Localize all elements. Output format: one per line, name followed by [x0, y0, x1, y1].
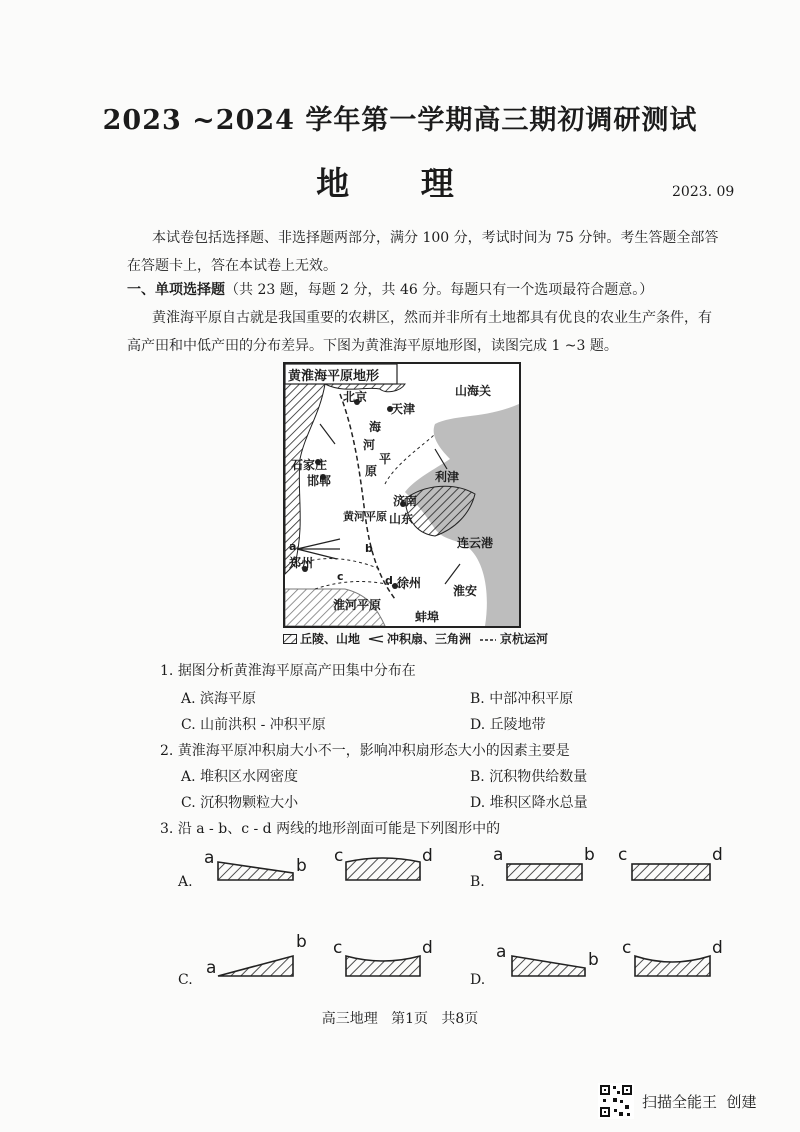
q1-c-text: 山前洪积 - 冲积平原 — [200, 717, 326, 733]
profile-b-label-a: a — [493, 845, 504, 865]
exam-title: 2023 ~2024 学年第一学期高三期初调研测试 — [102, 105, 698, 136]
map-label-c: c — [337, 570, 344, 583]
profile-a-left — [218, 862, 293, 880]
profile-d-label-d: d — [712, 938, 723, 958]
legend-hills-label: 丘陵、山地 — [300, 632, 361, 646]
q2-a-text: 堆积区水网密度 — [200, 769, 299, 785]
q3-option-b-key: B. — [470, 874, 485, 890]
dashed-line-swatch-icon — [479, 634, 497, 644]
q1-d-key: D. — [470, 717, 486, 733]
map-label-d: d — [385, 574, 393, 587]
label-lijin: 利津 — [435, 470, 460, 484]
section-desc: （共 23 题，每题 2 分，共 46 分。每题只有一个选项最符合题意。） — [225, 282, 654, 298]
map-label-b: b — [365, 542, 373, 555]
question-1 — [160, 660, 416, 680]
arrow-swatch-icon — [368, 634, 384, 644]
label-tianjin: 天津 — [391, 402, 416, 416]
legend-fans — [368, 630, 471, 647]
map-legend — [283, 630, 548, 647]
q1-text: 据图分析黄淮海平原高产田集中分布在 — [177, 663, 416, 679]
q2-option-a — [181, 766, 298, 786]
map-figure — [283, 362, 521, 628]
label-shandong: 山东 — [389, 512, 414, 526]
exam-date: 2023. 09 — [672, 184, 735, 200]
profile-c-left — [218, 956, 293, 976]
q1-option-c — [181, 714, 326, 734]
page-footer: 高三地理 第1页 共8页 — [321, 1011, 479, 1027]
q3-text: 沿 a - b、c - d 两线的地形剖面可能是下列图形中的 — [177, 821, 501, 837]
profile-c-label-a: a — [206, 958, 217, 978]
profile-a-label-d: d — [422, 846, 433, 866]
label-zhengzhou: 郑州 — [289, 556, 314, 570]
q2-option-d — [470, 792, 588, 812]
legend-fans-label: 冲积扇、三角洲 — [387, 632, 472, 646]
q2-c-key: C. — [181, 795, 196, 811]
q3-option-d-key: D. — [470, 972, 486, 988]
q1-option-b — [470, 688, 573, 708]
legend-hills — [283, 630, 360, 647]
watermark-text: 扫描全能王 创建 — [642, 1092, 757, 1111]
profile-d-label-c: c — [622, 938, 632, 958]
q1-d-text: 丘陵地带 — [489, 717, 546, 733]
profile-a-label-c: c — [334, 846, 344, 866]
label-huaihe-plain: 淮河平原 — [333, 598, 382, 612]
label-jinan: 济南 — [393, 494, 418, 508]
q2-text: 黄淮海平原冲积扇大小不一，影响冲积扇形态大小的因素主要是 — [177, 743, 570, 759]
label-ping: 平 — [379, 452, 392, 466]
q2-c-text: 沉积物颗粒大小 — [200, 795, 299, 811]
profile-c-label-c: c — [333, 938, 343, 958]
section-heading — [127, 276, 767, 304]
q2-d-key: D. — [470, 795, 486, 811]
intro-line-2: 在答题卡上，答在本试卷上无效。 — [127, 258, 337, 274]
q1-c-key: C. — [181, 717, 196, 733]
profile-a-right — [346, 858, 420, 880]
profile-c-label-b: b — [296, 932, 307, 952]
profile-d-right — [635, 956, 710, 976]
q3-number: 3. — [160, 821, 174, 837]
q1-a-key: A. — [181, 691, 196, 707]
map-title: 黄淮海平原地形 — [288, 369, 380, 384]
q3-option-a-key: A. — [178, 874, 193, 890]
q2-option-c — [181, 792, 298, 812]
q3-option-c-key: C. — [178, 972, 193, 988]
q2-b-key: B. — [470, 769, 485, 785]
q1-number: 1. — [160, 663, 174, 679]
hatch-swatch-icon — [283, 634, 297, 644]
legend-canal-label: 京杭运河 — [500, 632, 549, 646]
profile-b-left — [507, 864, 582, 880]
profile-b-label-c: c — [618, 845, 628, 865]
passage-line-1: 黄淮海平原自古就是我国重要的农耕区，然而并非所有土地都具有优良的农业生产条件，有 — [152, 310, 712, 326]
label-hai: 海 — [369, 420, 382, 434]
label-xuzhou: 徐州 — [397, 576, 422, 590]
map-label-a: a — [289, 540, 297, 553]
q1-a-text: 滨海平原 — [200, 691, 257, 707]
profile-b-label-b: b — [584, 845, 595, 865]
q2-b-text: 沉积物供给数量 — [489, 769, 588, 785]
profile-c-right — [346, 956, 420, 976]
label-huanghe-plain: 黄河平原 — [343, 510, 387, 523]
q1-option-d — [470, 714, 546, 734]
profile-d-label-a: a — [496, 942, 507, 962]
label-he: 河 — [363, 438, 376, 452]
profile-diagrams — [0, 840, 800, 990]
scanner-watermark — [598, 1083, 757, 1119]
label-shanhaiguan: 山海关 — [455, 384, 492, 398]
question-2 — [160, 740, 570, 760]
q2-option-b — [470, 766, 587, 786]
label-lianyungang: 连云港 — [457, 536, 494, 550]
legend-canal — [479, 630, 548, 647]
label-shijiazhuang: 石家庄 — [291, 458, 328, 472]
subject-title: 地 理 — [316, 164, 484, 203]
section-title: 一、单项选择题 — [127, 282, 225, 298]
q2-number: 2. — [160, 743, 174, 759]
profile-d-left — [512, 956, 585, 976]
label-beijing: 北京 — [343, 390, 368, 404]
profile-b-right — [632, 864, 710, 880]
q2-d-text: 堆积区降水总量 — [489, 795, 588, 811]
label-handan: 邯郸 — [307, 474, 332, 488]
question-3 — [160, 818, 500, 838]
q1-option-a — [181, 688, 256, 708]
grand-canal — [340, 394, 395, 599]
profile-c-label-d: d — [422, 938, 433, 958]
profile-b-label-d: d — [712, 845, 723, 865]
profile-a-label-b: b — [296, 856, 307, 876]
city-dots — [302, 399, 406, 589]
qr-code-icon — [598, 1083, 634, 1119]
passage-line-2: 高产田和中低产田的分布差异。下图为黄淮海平原地形图，读图完成 1 ~3 题。 — [127, 338, 618, 354]
q1-b-text: 中部冲积平原 — [489, 691, 574, 707]
q1-b-key: B. — [470, 691, 485, 707]
q2-a-key: A. — [181, 769, 196, 785]
profile-a-label-a: a — [204, 848, 215, 868]
label-yuan: 原 — [365, 464, 378, 478]
label-bengbu: 蚌埠 — [415, 610, 440, 624]
intro-line-1: 本试卷包括选择题、非选择题两部分，满分 100 分，考试时间为 75 分钟。考生答题全部答 — [152, 230, 719, 246]
profile-d-label-b: b — [588, 950, 599, 970]
label-huaian: 淮安 — [453, 584, 478, 598]
